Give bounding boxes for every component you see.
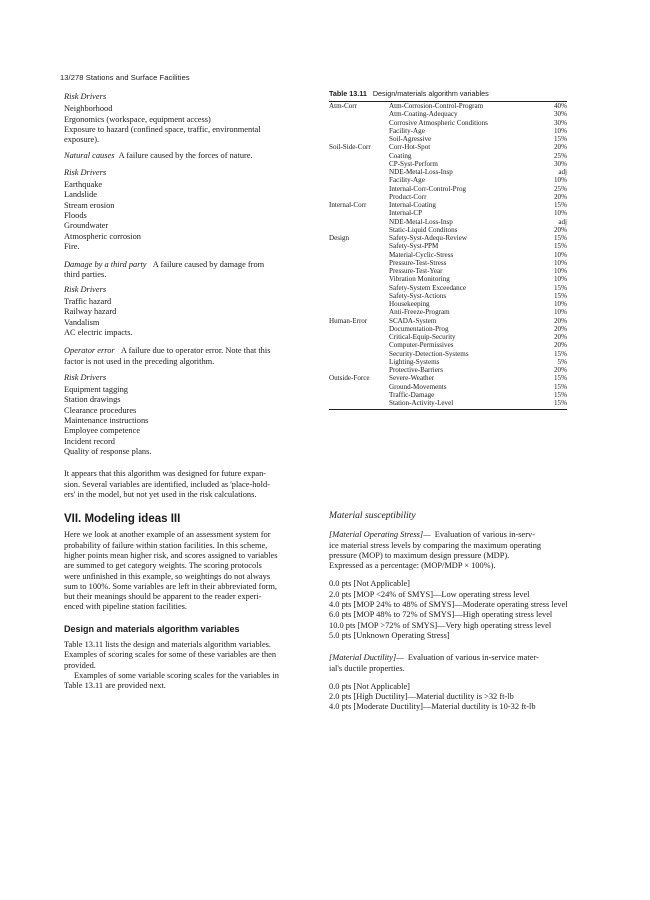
definition-operator-error: [64, 346, 314, 356]
table-cell-category: [329, 168, 389, 176]
table-cell-weight: 10%: [553, 126, 567, 135]
table-row: [329, 251, 567, 259]
definition-term: [Material Ductility]—: [329, 653, 404, 663]
list-item-continuation: exposure).: [64, 135, 100, 145]
table-cell-category: [329, 193, 389, 201]
score-item: 2.0 pts [High Ductility]—Material ductility is >32 ft-lb: [329, 692, 514, 702]
table-row: [329, 110, 567, 118]
table-row: [329, 366, 567, 374]
paragraph-line: were unfinished in this example, so weightings do not always: [64, 571, 271, 581]
table-cell-weight: 25%: [553, 184, 567, 193]
definition-text-continued: third parties.: [64, 270, 107, 280]
definition-material-ductility: [329, 653, 569, 663]
list-item: AC electric impacts.: [64, 327, 133, 337]
table-cell-variable: Station-Activity-Level: [389, 399, 454, 407]
table-cell-category: [329, 251, 389, 259]
definition-material-operating-stress: [329, 530, 569, 540]
paragraph-line: Table 13.11 are provided next.: [64, 681, 166, 691]
score-item: 4.0 pts [Moderate Ductility]—Material ductility is 10-32 ft-lb: [329, 702, 536, 712]
table-cell-variable: Computer-Permissives: [389, 341, 454, 350]
table-cell-weight: 40%: [553, 102, 567, 110]
table-cell-category: [329, 152, 389, 160]
left-column: [64, 92, 314, 692]
risk-drivers-heading: Risk Drivers: [64, 284, 107, 294]
table-cell-variable: Vibration Monitoring: [389, 275, 450, 284]
table-cell-category: [329, 341, 389, 349]
table-cell-weight: 10%: [553, 176, 567, 185]
list-item: Fire.: [64, 241, 80, 251]
table-cell-weight: 15%: [553, 349, 567, 358]
definition-term: Natural causes: [64, 151, 115, 161]
table-cell-variable: Corr-Hot-Spot: [389, 143, 431, 152]
paragraph-line: but their meanings should be apparent to the reader experi-: [64, 592, 262, 602]
paragraph-line: sum to 100%. Some variables are left in their abbreviated form,: [64, 581, 278, 591]
table-cell-weight: 20%: [553, 192, 567, 201]
paragraph-line: ice material stress levels by comparing the maximum operating: [329, 540, 542, 550]
table-cell-category: [329, 218, 389, 226]
table-row: [329, 119, 567, 127]
definition-natural-causes: [64, 151, 314, 161]
list-item: Quality of response plans.: [64, 446, 152, 456]
table-cell-weight: 15%: [553, 234, 567, 242]
table-cell-variable: Documentation-Prog: [389, 324, 449, 333]
definition-text: Evaluation of various in-service mater-: [407, 653, 539, 663]
table-cell-weight: 15%: [553, 382, 567, 391]
right-column: [329, 511, 569, 713]
table-cell-weight: 10%: [553, 275, 567, 284]
table-cell-variable: Internal-Corr-Control-Prog: [389, 184, 467, 193]
table-cell-category: Design: [329, 234, 350, 242]
list-item: Maintenance instructions: [64, 416, 149, 426]
list-item: Atmospheric corrosion: [64, 231, 141, 241]
table-cell-category: [329, 325, 389, 333]
table-cell-category: [329, 308, 389, 316]
table-cell-weight: 20%: [553, 324, 567, 333]
table-cell-weight: adj: [558, 217, 567, 226]
table-cell-variable: Safety-Syst-Actions: [389, 291, 447, 300]
definition-text: A failure caused by the forces of nature.: [118, 151, 253, 161]
table-cell-weight: 15%: [553, 201, 567, 209]
table-label: Table 13.11: [329, 89, 367, 98]
table-cell-weight: 20%: [553, 366, 567, 374]
table-cell-weight: 15%: [553, 242, 567, 251]
table-row: [329, 209, 567, 217]
table-row: [329, 358, 567, 366]
paragraph-line: higher points mean higher risk, and scores assigned to variables: [64, 550, 278, 560]
paragraph-line: sion. Several variables are identified, included as 'place-hold-: [64, 479, 270, 489]
table-cell-category: [329, 284, 389, 292]
table-row: [329, 383, 567, 391]
table-row: [329, 242, 567, 250]
table-cell-variable: Product-Corr: [389, 192, 427, 201]
list-item: Neighborhood: [64, 104, 113, 114]
table-row: [329, 160, 567, 168]
table-cell-weight: adj: [558, 168, 567, 176]
table-cell-category: [329, 119, 389, 127]
table-row: [329, 127, 567, 135]
list-item: Vandalism: [64, 317, 100, 327]
table-cell-category: [329, 176, 389, 184]
table-bottom-rule: [329, 409, 567, 410]
table-cell-weight: 30%: [553, 118, 567, 127]
table-cell-weight: 30%: [553, 110, 567, 119]
table-cell-category: [329, 275, 389, 283]
table-cell-variable: Safety-Syst-PPM: [389, 242, 439, 251]
list-item: Exposure to hazard (confined space, traffic, environmental: [64, 124, 261, 134]
table-cell-category: [329, 399, 389, 407]
paragraph-line: It appears that this algorithm was designed for future expan-: [64, 469, 267, 479]
list-item: Groundwater: [64, 221, 109, 231]
table-cell-variable: Facility-Age: [389, 126, 425, 135]
table-cell-weight: 10%: [553, 250, 567, 259]
paragraph-line: are summed to get category weights. The scoring protocols: [64, 561, 262, 571]
list-item: Landslide: [64, 190, 98, 200]
list-item: Station drawings: [64, 395, 121, 405]
table-row: [329, 333, 567, 341]
table-cell-variable: Protective-Barriers: [389, 366, 443, 374]
table-cell-category: Soil-Side-Corr: [329, 143, 371, 152]
table-row: [329, 135, 567, 143]
table-cell-variable: Internal-Coating: [389, 201, 436, 209]
table-cell-variable: Internal-CP: [389, 209, 423, 218]
table-cell-variable: Static-Liquid Conditons: [389, 225, 458, 234]
definition-term: [Material Operating Stress]—: [329, 530, 431, 540]
table-cell-variable: Ground-Movements: [389, 382, 447, 391]
table-cell-weight: 20%: [553, 316, 567, 325]
paragraph-line: probability of failure within station facilities. In this scheme,: [64, 540, 268, 550]
table-row: [329, 350, 567, 358]
table-cell-variable: Housekeeping: [389, 300, 430, 308]
table-cell-category: [329, 358, 389, 366]
table-cell-category: [329, 209, 389, 217]
risk-drivers-heading: Risk Drivers: [64, 372, 107, 382]
table-cell-variable: Atm-Coating-Adequacy: [389, 110, 458, 119]
table-row: [329, 259, 567, 267]
table-row: [329, 292, 567, 300]
table-cell-weight: 25%: [553, 151, 567, 160]
table-row: [329, 267, 567, 275]
score-item: 2.0 pts [MOP <24% of SMYS]—Low operating stress level: [329, 589, 530, 599]
table-cell-category: [329, 259, 389, 267]
definition-term: Damage by a third party: [64, 260, 147, 270]
table-row: [329, 284, 567, 292]
table-row: [329, 152, 567, 160]
table-cell-category: [329, 127, 389, 135]
table-row: [329, 143, 567, 151]
table-row: [329, 317, 567, 325]
risk-drivers-heading: Risk Drivers: [64, 92, 107, 101]
definition-text: A failure caused by damage from: [152, 260, 265, 270]
table-title: Design/materials algorithm variables: [372, 89, 489, 98]
table-cell-variable: Material-Cyclic-Stress: [389, 250, 454, 259]
paragraph-line: ial's ductile properties.: [329, 663, 405, 673]
paragraph-line: Examples of some variable scoring scales for the variables in: [74, 670, 279, 680]
risk-drivers-heading: Risk Drivers: [64, 167, 107, 177]
table-row: [329, 234, 567, 242]
paragraph-line: provided.: [64, 660, 96, 670]
table-cell-variable: SCADA-System: [389, 316, 437, 325]
variables-table: [329, 102, 567, 407]
table-row: [329, 325, 567, 333]
table-cell-category: [329, 366, 389, 374]
table-row: [329, 185, 567, 193]
table-cell-weight: 5%: [557, 357, 567, 366]
table-cell-weight: 10%: [553, 300, 567, 308]
table-row: [329, 102, 567, 110]
section-heading: Material susceptibility: [329, 510, 416, 521]
list-item: Equipment tagging: [64, 385, 128, 395]
list-item: Floods: [64, 210, 87, 220]
table-cell-category: [329, 160, 389, 168]
table-cell-category: [329, 391, 389, 399]
table-cell-weight: 10%: [553, 209, 567, 218]
definition-text: Evaluation of various in-serv-: [434, 530, 536, 540]
table-row: [329, 341, 567, 349]
table-row: [329, 176, 567, 184]
table-cell-weight: 20%: [553, 333, 567, 341]
table-row: [329, 399, 567, 407]
running-head: 13/278 Stations and Surface Facilities: [60, 73, 190, 82]
table-13-11: [329, 89, 567, 410]
table-cell-category: [329, 350, 389, 358]
table-cell-category: Atm-Corr: [329, 102, 357, 110]
table-cell-weight: 10%: [553, 267, 567, 275]
subsection-heading: Design and materials algorithm variables: [64, 623, 240, 634]
definition-text: A failure due to operator error. Note that this: [120, 346, 271, 356]
table-row: [329, 218, 567, 226]
definition-term: Operator error: [64, 346, 115, 356]
list-item: Stream erosion: [64, 200, 115, 210]
table-cell-variable: Traffic-Damage: [389, 390, 435, 399]
table-cell-variable: Lighting-Systems: [389, 357, 440, 366]
table-caption: [329, 89, 567, 98]
table-cell-weight: 30%: [553, 159, 567, 168]
table-cell-variable: Severe-Weather: [389, 374, 435, 383]
table-cell-category: Outside-Force: [329, 374, 370, 383]
table-cell-category: [329, 333, 389, 341]
table-cell-weight: 15%: [553, 283, 567, 292]
table-cell-category: [329, 110, 389, 118]
definition-third-party: [64, 260, 314, 270]
table-cell-variable: Safety-Syst-Adequ-Review: [389, 234, 468, 242]
table-cell-variable: Security-Detection-Systems: [389, 349, 469, 358]
table-row: [329, 374, 567, 382]
paragraph-line: enced with pipeline station facilities.: [64, 602, 188, 612]
table-cell-weight: 15%: [553, 390, 567, 399]
score-item: 4.0 pts [MOP 24% to 48% of SMYS]—Moderate operating stress level: [329, 600, 568, 610]
table-cell-variable: Anti-Freeze-Program: [389, 308, 450, 317]
score-item: 6.0 pts [MOP 48% to 72% of SMYS]—High operating stress level: [329, 610, 553, 620]
table-cell-variable: Corrosive Atmospheric Conditions: [389, 118, 488, 127]
table-cell-variable: Soil-Agressive: [389, 135, 432, 143]
table-cell-variable: Pressure-Test-Stress: [389, 258, 447, 267]
table-cell-category: Human-Error: [329, 316, 368, 325]
score-item: 10.0 pts [MOP >72% of SMYS]—Very high operating stress level: [329, 620, 552, 630]
table-cell-weight: 10%: [553, 258, 567, 267]
list-item: Employee competence: [64, 426, 141, 436]
paragraph-line: Table 13.11 lists the design and materials algorithm variables.: [64, 640, 272, 650]
table-cell-weight: 15%: [553, 291, 567, 300]
paragraph-line: pressure (MOP) to maximum design pressure (MDP).: [329, 550, 510, 560]
score-list: [329, 682, 569, 713]
table-cell-variable: Facility-Age: [389, 176, 425, 185]
section-heading: VII. Modeling ideas III: [64, 513, 181, 526]
table-cell-variable: Safety-System Exceedance: [389, 283, 467, 292]
table-row: [329, 168, 567, 176]
table-cell-variable: Atm-Corrosion-Control-Program: [389, 102, 484, 110]
table-row: [329, 391, 567, 399]
table-cell-category: [329, 267, 389, 275]
table-row: [329, 308, 567, 316]
table-cell-category: [329, 292, 389, 300]
table-cell-category: [329, 226, 389, 234]
table-cell-category: [329, 135, 389, 143]
table-cell-weight: 15%: [553, 399, 567, 407]
table-cell-variable: CP-Syst-Perform: [389, 159, 438, 168]
table-cell-variable: Critical-Equip-Security: [389, 333, 456, 341]
table-cell-variable: NDE-Metal-Loss-Insp: [389, 168, 453, 176]
table-cell-weight: 20%: [553, 341, 567, 350]
paragraph-line: Here we look at another example of an assessment system for: [64, 530, 271, 540]
list-item: Railway hazard: [64, 307, 117, 317]
table-cell-weight: 20%: [553, 143, 567, 152]
paragraph-line: Expressed as a percentage: (MOP/MDP × 100%).: [329, 561, 496, 571]
score-list: [329, 579, 569, 641]
table-cell-variable: Pressure-Test-Year: [389, 267, 443, 275]
paragraph-line: ers' in the model, but not yet used in the risk calculations.: [64, 489, 257, 499]
table-cell-category: Internal-Corr: [329, 201, 367, 209]
table-row: [329, 300, 567, 308]
definition-text-continued: factor is not used in the preceding algorithm.: [64, 356, 215, 366]
table-cell-category: [329, 300, 389, 308]
paragraph-line: Examples of scoring scales for some of these variables are then: [64, 650, 277, 660]
table-cell-variable: Coating: [389, 151, 412, 160]
table-cell-category: [329, 242, 389, 250]
list-item: Earthquake: [64, 180, 103, 190]
table-cell-category: [329, 383, 389, 391]
score-item: 0.0 pts [Not Applicable]: [329, 681, 410, 691]
score-item: 0.0 pts [Not Applicable]: [329, 579, 410, 589]
table-cell-weight: 20%: [553, 225, 567, 234]
table-cell-weight: 15%: [553, 374, 567, 383]
list-item: Traffic hazard: [64, 297, 112, 307]
list-item: Incident record: [64, 436, 115, 446]
score-item: 5.0 pts [Unknown Operating Stress]: [329, 630, 450, 640]
table-cell-weight: 15%: [553, 135, 567, 143]
list-item: Clearance procedures: [64, 405, 137, 415]
table-row: [329, 193, 567, 201]
table-row: [329, 275, 567, 283]
table-cell-category: [329, 185, 389, 193]
list-item: Ergonomics (workspace, equipment access): [64, 114, 211, 124]
table-cell-weight: 10%: [553, 308, 567, 317]
table-cell-variable: NDE-Metal-Loss-Insp: [389, 217, 453, 226]
table-row: [329, 201, 567, 209]
table-row: [329, 226, 567, 234]
